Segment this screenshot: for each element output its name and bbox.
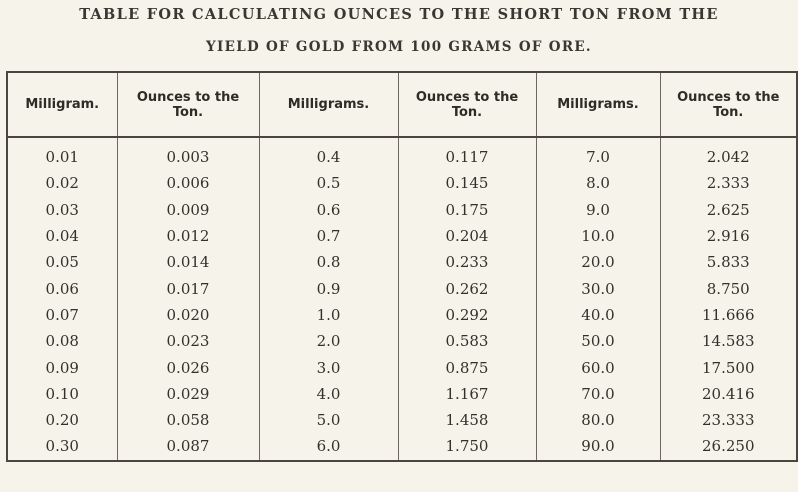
cell-milligrams: 0.7 [259,223,398,249]
table-title-line-2: YIELD OF GOLD FROM 100 GRAMS OF ORE. [206,39,592,55]
cell-milligram: 0.04 [7,223,117,249]
header-milligrams: Milligrams. [536,72,660,137]
cell-ounces-to-ton: 0.117 [398,137,536,170]
table-header-row [7,72,797,137]
header-milligrams: Milligrams. [259,72,398,137]
table-row [7,223,797,249]
cell-ounces-to-ton: 1.458 [398,407,536,433]
cell-ounces-to-ton: 0.014 [117,249,259,275]
cell-ounces-to-ton: 0.020 [117,302,259,328]
cell-milligram: 0.08 [7,328,117,354]
cell-milligrams: 20.0 [536,249,660,275]
cell-ounces-to-ton: 2.333 [660,170,797,196]
conversion-table [6,71,798,462]
cell-milligrams: 70.0 [536,381,660,407]
cell-ounces-to-ton: 2.625 [660,197,797,223]
table-row [7,249,797,275]
cell-ounces-to-ton: 2.042 [660,137,797,170]
cell-milligrams: 6.0 [259,433,398,460]
table-row [7,302,797,328]
conversion-table-container [6,71,796,486]
table-row [7,328,797,354]
table-row [7,197,797,223]
cell-milligrams: 9.0 [536,197,660,223]
header-ounces-to-ton: Ounces to the Ton. [117,72,259,137]
table-row [7,381,797,407]
cell-ounces-to-ton: 20.416 [660,381,797,407]
cell-milligrams: 80.0 [536,407,660,433]
cell-ounces-to-ton: 11.666 [660,302,797,328]
cell-ounces-to-ton: 0.145 [398,170,536,196]
cell-ounces-to-ton: 0.175 [398,197,536,223]
cell-milligrams: 0.5 [259,170,398,196]
cell-milligrams: 90.0 [536,433,660,460]
cell-ounces-to-ton: 0.026 [117,354,259,380]
cell-milligram: 0.01 [7,137,117,170]
cell-ounces-to-ton: 0.003 [117,137,259,170]
cell-milligram: 0.10 [7,381,117,407]
table-body [7,137,797,461]
cell-milligrams: 60.0 [536,354,660,380]
cell-ounces-to-ton: 0.087 [117,433,259,460]
cell-ounces-to-ton: 17.500 [660,354,797,380]
header-ounces-to-ton: Ounces to the Ton. [398,72,536,137]
cell-milligrams: 1.0 [259,302,398,328]
cell-milligrams: 4.0 [259,381,398,407]
cell-ounces-to-ton: 2.916 [660,223,797,249]
cell-milligram: 0.20 [7,407,117,433]
cell-milligrams: 8.0 [536,170,660,196]
cell-ounces-to-ton: 0.292 [398,302,536,328]
cell-milligram: 0.05 [7,249,117,275]
cell-milligram: 0.30 [7,433,117,460]
cell-milligram: 0.06 [7,275,117,301]
cell-milligrams: 30.0 [536,275,660,301]
cell-ounces-to-ton: 0.875 [398,354,536,380]
cell-ounces-to-ton: 8.750 [660,275,797,301]
cell-ounces-to-ton: 0.029 [117,381,259,407]
cell-milligrams: 7.0 [536,137,660,170]
table-title-line-1: TABLE FOR CALCULATING OUNCES TO THE SHORT TON FROM THE [79,6,719,23]
cell-ounces-to-ton: 0.017 [117,275,259,301]
cell-milligrams: 40.0 [536,302,660,328]
cell-ounces-to-ton: 23.333 [660,407,797,433]
cell-ounces-to-ton: 0.233 [398,249,536,275]
cell-ounces-to-ton: 0.009 [117,197,259,223]
cell-milligrams: 5.0 [259,407,398,433]
cell-ounces-to-ton: 1.167 [398,381,536,407]
cell-ounces-to-ton: 26.250 [660,433,797,460]
cell-milligram: 0.07 [7,302,117,328]
table-row [7,137,797,170]
cell-milligrams: 10.0 [536,223,660,249]
table-row [7,407,797,433]
cell-ounces-to-ton: 0.262 [398,275,536,301]
cell-milligrams: 50.0 [536,328,660,354]
table-row [7,275,797,301]
cell-milligram: 0.02 [7,170,117,196]
cell-ounces-to-ton: 1.750 [398,433,536,460]
cell-milligrams: 0.6 [259,197,398,223]
cell-ounces-to-ton: 0.006 [117,170,259,196]
header-ounces-to-ton: Ounces to the Ton. [660,72,797,137]
header-milligram: Milligram. [7,72,117,137]
cell-ounces-to-ton: 0.023 [117,328,259,354]
cell-ounces-to-ton: 5.833 [660,249,797,275]
cell-milligrams: 2.0 [259,328,398,354]
cell-ounces-to-ton: 0.583 [398,328,536,354]
cell-milligram: 0.03 [7,197,117,223]
cell-milligrams: 0.9 [259,275,398,301]
table-row [7,433,797,460]
table-row [7,170,797,196]
cell-ounces-to-ton: 14.583 [660,328,797,354]
cell-ounces-to-ton: 0.058 [117,407,259,433]
cell-milligrams: 0.4 [259,137,398,170]
cell-milligram: 0.09 [7,354,117,380]
table-row [7,354,797,380]
cell-ounces-to-ton: 0.012 [117,223,259,249]
cell-ounces-to-ton: 0.204 [398,223,536,249]
cell-milligrams: 3.0 [259,354,398,380]
cell-milligrams: 0.8 [259,249,398,275]
